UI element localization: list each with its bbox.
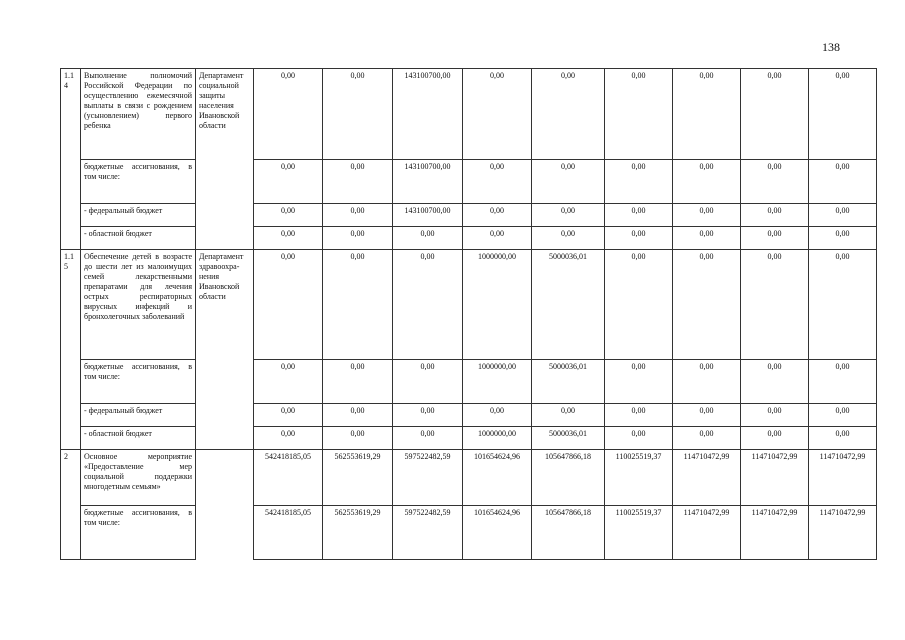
table-cell: 0,00 [605,160,673,204]
table-cell: 0,00 [463,160,532,204]
table-cell: 0,00 [605,404,673,427]
row-description: Обеспечение детей в возрасте до шести лет из малоимущих семей лекарственными препаратами для лечения острых респираторных вирусных инфекций и бронхолегочных заболеваний [81,250,196,360]
table-cell: 0,00 [323,160,393,204]
table-cell: 0,00 [254,427,323,450]
table-row [61,69,877,160]
table-cell: 0,00 [809,427,877,450]
table-cell: 0,00 [809,227,877,250]
table-cell: 0,00 [254,227,323,250]
row-responsible: Департамент здравоохра-нения Ивановской области [196,250,254,450]
table-cell: 143100700,00 [393,69,463,160]
table-cell: 114710472,99 [741,450,809,506]
table-cell: 0,00 [673,250,741,360]
table-cell: 0,00 [463,69,532,160]
table-cell: 0,00 [254,250,323,360]
table-cell: 0,00 [323,360,393,404]
row-responsible [196,450,254,560]
table-cell: 0,00 [809,404,877,427]
table-cell: 0,00 [323,427,393,450]
table-row [61,360,877,404]
table-cell: 0,00 [673,427,741,450]
table-cell: 5000036,01 [532,360,605,404]
table-cell: 0,00 [741,69,809,160]
table-cell: 542418185,05 [254,506,323,560]
table-row [61,160,877,204]
table-cell: 110025519,37 [605,506,673,560]
table-cell: 0,00 [673,227,741,250]
table-cell: 0,00 [741,250,809,360]
table-cell: 0,00 [323,404,393,427]
row-index: 1.14 [61,69,81,250]
row-description: бюджетные ассигнования, в том числе: [81,506,196,560]
table-cell: 0,00 [673,204,741,227]
table-cell: 562553619,29 [323,506,393,560]
table-cell: 101654624,96 [463,450,532,506]
row-description: Выполнение полномочий Российской Федерации по осуществлению ежемесячной выплаты в связи с рождением (усыновлением) первого ребенка [81,69,196,160]
table-cell: 0,00 [323,227,393,250]
table-row [61,506,877,560]
table-cell: 114710472,99 [809,450,877,506]
row-description: - федеральный бюджет [81,404,196,427]
table-cell: 110025519,37 [605,450,673,506]
table-cell: 0,00 [254,69,323,160]
table-cell: 0,00 [673,160,741,204]
table-cell: 0,00 [741,227,809,250]
table-cell: 0,00 [741,427,809,450]
table-cell: 0,00 [532,404,605,427]
table-cell: 542418185,05 [254,450,323,506]
table-cell: 5000036,01 [532,250,605,360]
table-cell: 105647866,18 [532,506,605,560]
table-cell: 114710472,99 [673,450,741,506]
budget-table [60,68,877,560]
table-cell: 0,00 [463,404,532,427]
table-row [61,204,877,227]
table-cell: 101654624,96 [463,506,532,560]
row-index: 2 [61,450,81,560]
table-cell: 1000000,00 [463,427,532,450]
table-cell: 0,00 [673,69,741,160]
table-cell: 0,00 [323,250,393,360]
table-row [61,404,877,427]
table-cell: 1000000,00 [463,250,532,360]
table-cell: 5000036,01 [532,427,605,450]
table-cell: 114710472,99 [673,506,741,560]
row-description: Основное мероприятие «Предоставление мер социальной поддержки многодетным семьям» [81,450,196,506]
table-cell: 1000000,00 [463,360,532,404]
table-cell: 0,00 [463,204,532,227]
table-cell: 114710472,99 [741,506,809,560]
table-row [61,427,877,450]
table-cell: 105647866,18 [532,450,605,506]
row-responsible: Департамент социальной защиты населения Ивановской области [196,69,254,250]
table-cell: 0,00 [605,250,673,360]
table-cell: 562553619,29 [323,450,393,506]
table-cell: 0,00 [323,69,393,160]
table-cell: 0,00 [741,204,809,227]
table-cell: 114710472,99 [809,506,877,560]
table-cell: 0,00 [532,204,605,227]
table-row [61,227,877,250]
table-cell: 0,00 [532,160,605,204]
table-cell: 0,00 [393,250,463,360]
table-cell: 0,00 [393,427,463,450]
table-cell: 597522482,59 [393,506,463,560]
table-cell: 0,00 [532,69,605,160]
row-description: - областной бюджет [81,427,196,450]
table-cell: 0,00 [605,227,673,250]
table-cell: 0,00 [254,360,323,404]
table-cell: 0,00 [605,360,673,404]
table-cell: 0,00 [605,69,673,160]
table-cell: 0,00 [254,204,323,227]
table-cell: 0,00 [809,69,877,160]
table-cell: 0,00 [741,360,809,404]
table-cell: 0,00 [393,404,463,427]
row-index: 1.15 [61,250,81,450]
table-cell: 0,00 [463,227,532,250]
table-row [61,250,877,360]
table-cell: 0,00 [673,360,741,404]
table-cell: 0,00 [532,227,605,250]
table-cell: 0,00 [605,427,673,450]
table-cell: 597522482,59 [393,450,463,506]
table-row [61,450,877,506]
row-description: бюджетные ассигнования, в том числе: [81,360,196,404]
table-cell: 0,00 [809,250,877,360]
row-description: - федеральный бюджет [81,204,196,227]
table-cell: 0,00 [254,404,323,427]
table-cell: 0,00 [393,227,463,250]
table-cell: 0,00 [673,404,741,427]
table-cell: 0,00 [605,204,673,227]
table-cell: 0,00 [809,160,877,204]
table-cell: 143100700,00 [393,204,463,227]
table-cell: 0,00 [741,404,809,427]
table-cell: 0,00 [393,360,463,404]
table-cell: 143100700,00 [393,160,463,204]
table-cell: 0,00 [741,160,809,204]
row-description: - областной бюджет [81,227,196,250]
table-cell: 0,00 [809,204,877,227]
row-description: бюджетные ассигнования, в том числе: [81,160,196,204]
table-cell: 0,00 [809,360,877,404]
page-number: 138 [822,40,840,54]
table-cell: 0,00 [323,204,393,227]
table-cell: 0,00 [254,160,323,204]
